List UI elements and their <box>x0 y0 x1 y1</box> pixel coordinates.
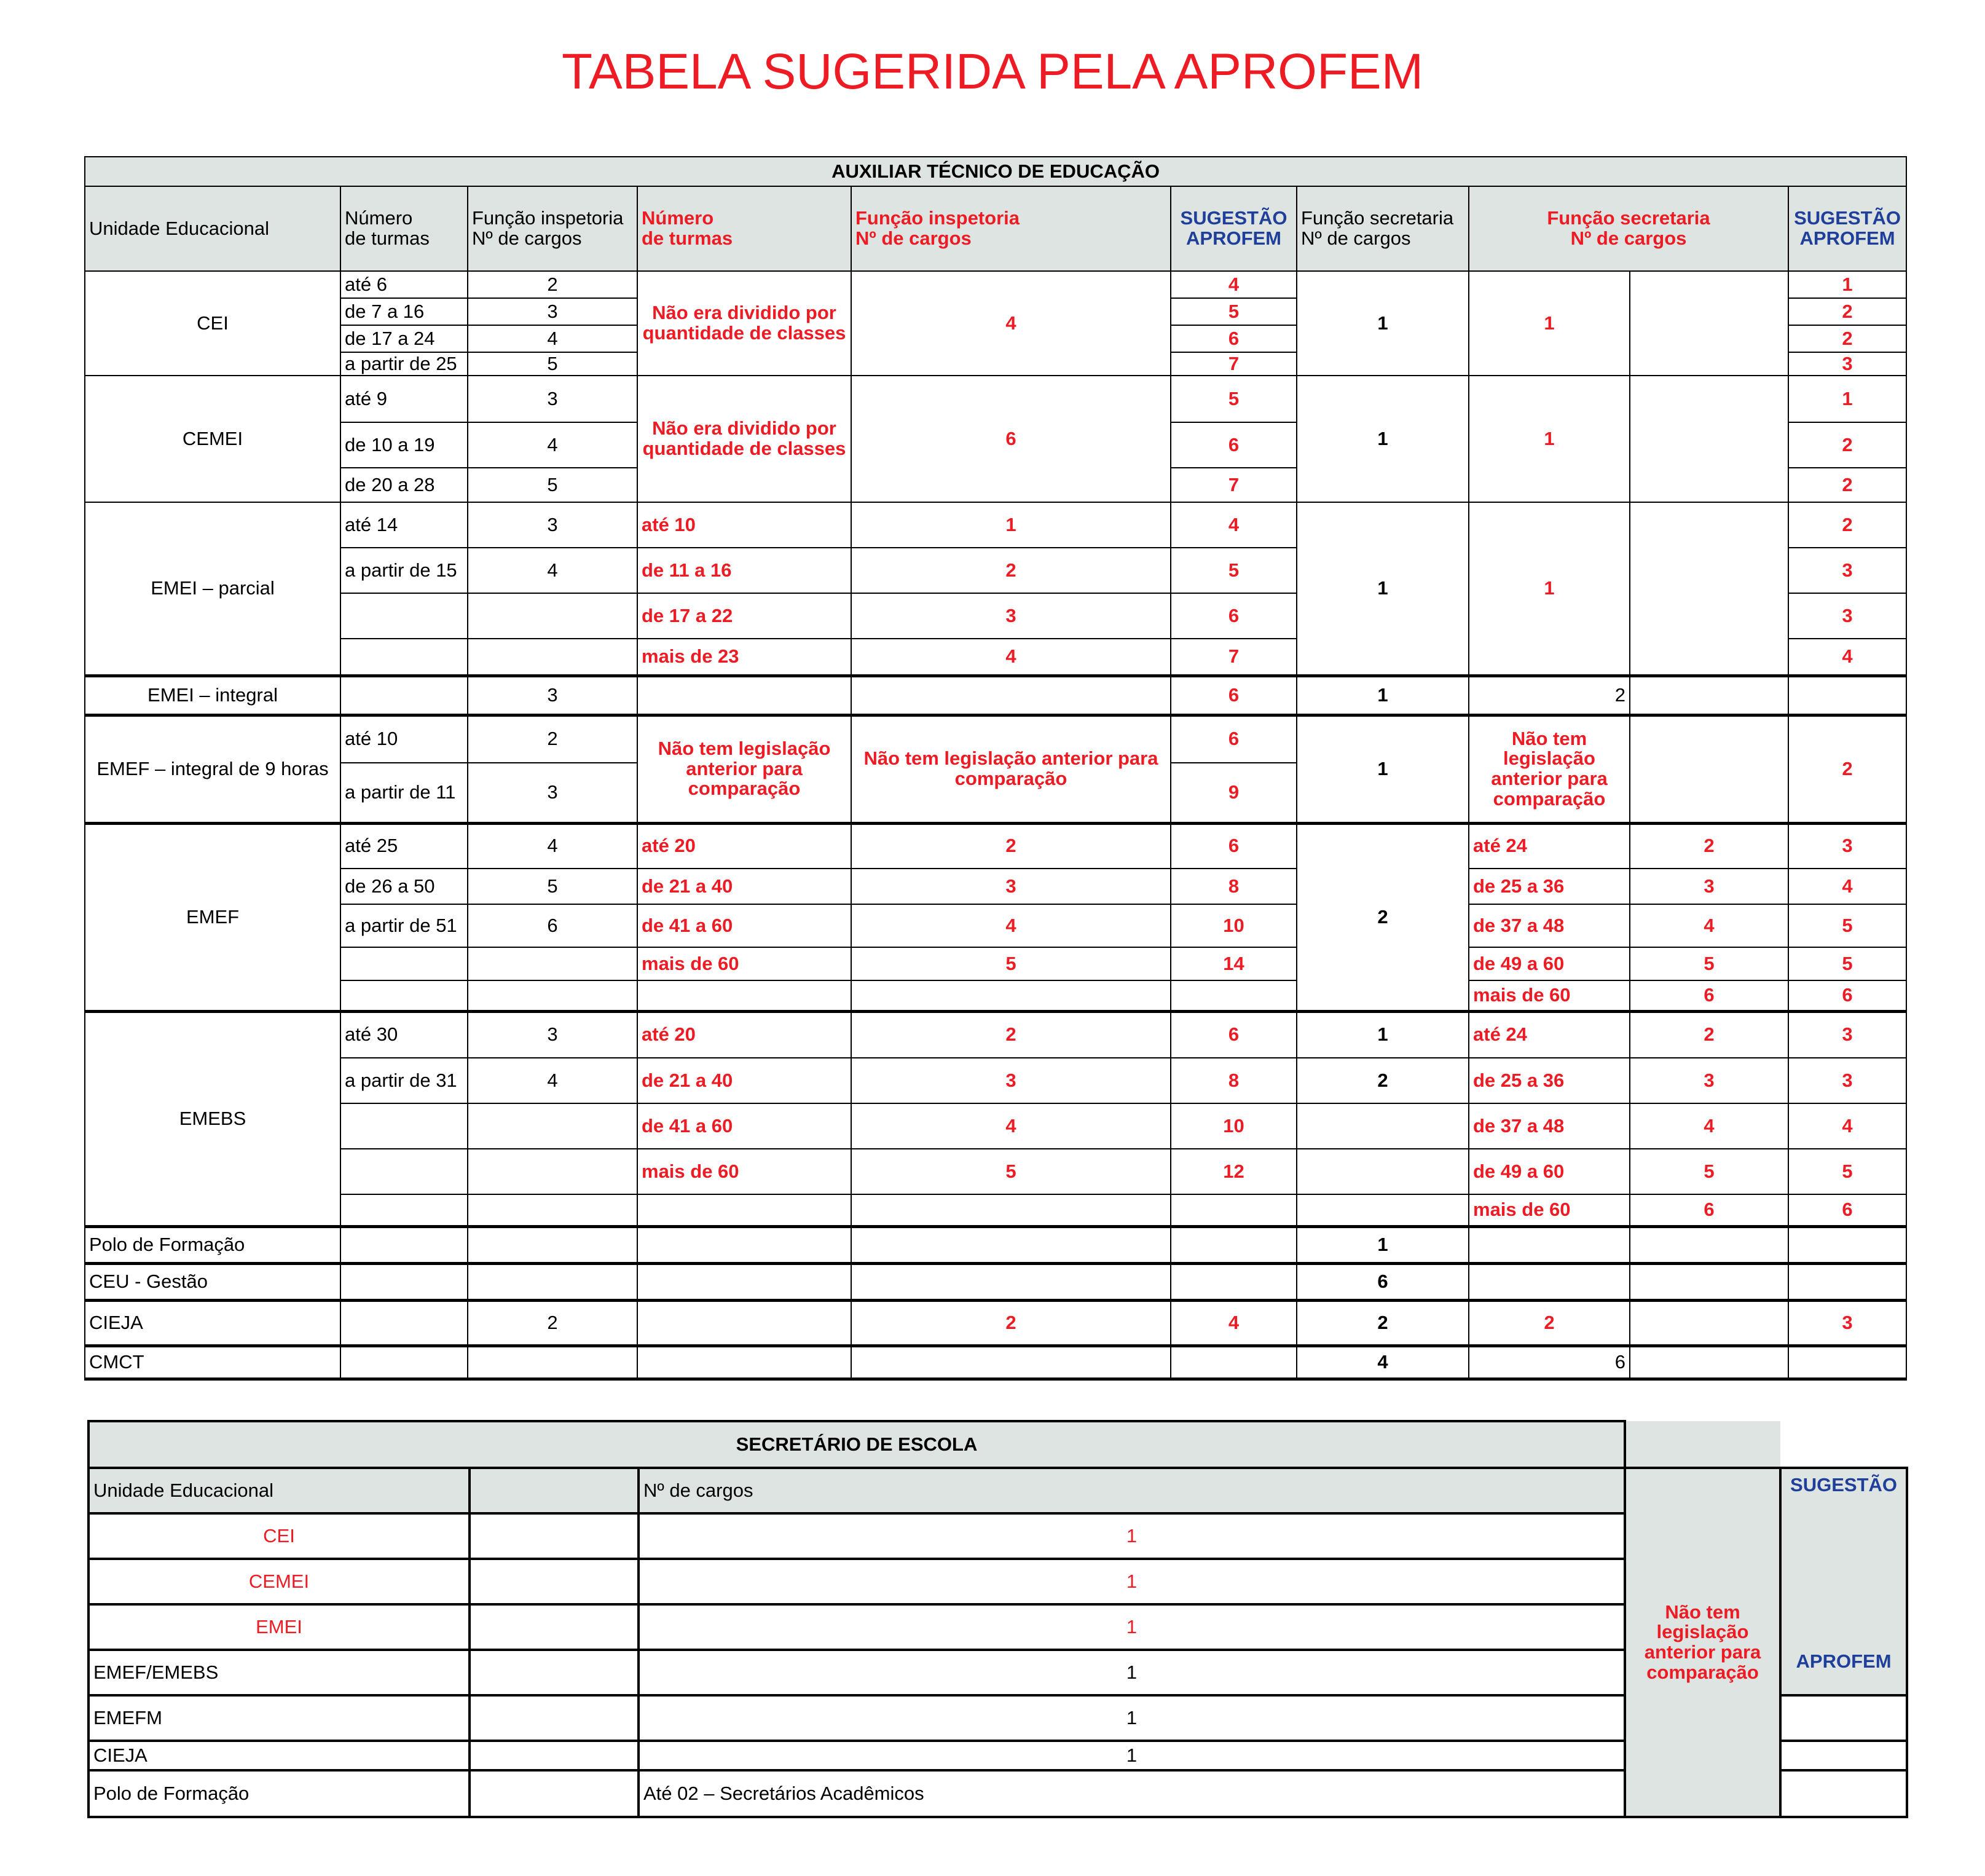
turmas-cell: de 7 a 16 <box>340 298 468 325</box>
table-row <box>85 1103 1906 1149</box>
insp-red-cell: 2 <box>851 1300 1171 1346</box>
sug-cell: 12 <box>1171 1149 1297 1194</box>
turmas-cell: a partir de 25 <box>340 352 468 376</box>
unit-emei-integral: EMEI – integral <box>85 676 340 715</box>
turmas-red-cell <box>637 980 851 1011</box>
table-row <box>85 1263 1906 1300</box>
sug-cell: 5 <box>1171 548 1297 593</box>
sug2-cell: 4 <box>1788 639 1906 676</box>
row-label: CIEJA <box>88 1741 470 1770</box>
table-row <box>85 1300 1906 1346</box>
cemei-note: Não era dividido por quantidade de classes <box>637 376 851 502</box>
sec-val-cell: 6 <box>1630 1194 1788 1226</box>
row-label: EMEF/EMEBS <box>88 1650 470 1695</box>
table-row <box>85 502 1906 548</box>
table-title: AUXILIAR TÉCNICO DE EDUCAÇÃO <box>85 157 1906 186</box>
cargos-cell <box>468 1194 637 1226</box>
table-row <box>85 1058 1906 1103</box>
sec-red-cell: 2 <box>1469 1300 1630 1346</box>
cei-sec-red: 1 <box>1469 271 1630 376</box>
header-funcao-insp-b: Nº de cargos <box>472 227 582 249</box>
header-numero-red-b: de turmas <box>642 227 733 249</box>
cargos-cell: 5 <box>468 468 637 502</box>
cargos-cell: 4 <box>468 325 637 352</box>
header-funcao-sec-red-b: Nº de cargos <box>1570 227 1687 249</box>
turmas-cell: de 20 a 28 <box>340 468 468 502</box>
turmas-cell: a partir de 15 <box>340 548 468 593</box>
sug2-cell: 3 <box>1788 1011 1906 1058</box>
empty-cell <box>1788 676 1906 715</box>
header-sugestao-b: APROFEM <box>1186 227 1281 249</box>
table-row <box>85 1149 1906 1194</box>
cargos-cell: 6 <box>468 904 637 947</box>
cargos-cell: 5 <box>468 352 637 376</box>
cargos-cell: 2 <box>468 271 637 298</box>
sec-cell <box>1297 1149 1469 1194</box>
header-sugestao-b: APROFEM <box>1796 1650 1892 1673</box>
sec-cell: 2 <box>1297 1058 1469 1103</box>
turmas-cell: até 6 <box>340 271 468 298</box>
table-row <box>85 676 1906 715</box>
insp-red-cell: 3 <box>851 869 1171 904</box>
turmas-red-cell: mais de 60 <box>637 947 851 980</box>
turmas-red-cell: até 20 <box>637 823 851 869</box>
sug2-cell: 5 <box>1788 947 1906 980</box>
cargos-cell: 3 <box>468 298 637 325</box>
sug2-cell: 2 <box>1788 298 1906 325</box>
turmas-red-cell: mais de 60 <box>637 1149 851 1194</box>
sug2-cell: 3 <box>1788 1058 1906 1103</box>
sug-cell: 8 <box>1171 869 1297 904</box>
emef-integral-note-sec: Não tem legislação anterior para comparação <box>1469 715 1630 823</box>
sec-val-cell: 3 <box>1630 1058 1788 1103</box>
sec-val-cell: 2 <box>1630 1011 1788 1058</box>
table2-note: Não tem legislação anterior para comparação <box>1625 1468 1780 1817</box>
header-funcao-insp-red-a: Função inspetoria <box>855 207 1020 229</box>
row-value: 1 <box>639 1604 1625 1650</box>
header-unidade: Unidade Educacional <box>88 1468 470 1513</box>
cargos-cell: 4 <box>468 823 637 869</box>
table-row <box>85 271 1906 298</box>
sug2-cell: 5 <box>1788 904 1906 947</box>
header-sugestao2-b: APROFEM <box>1799 227 1895 249</box>
sug2-cell: 3 <box>1788 593 1906 639</box>
sec-cell: 4 <box>1297 1346 1469 1379</box>
sec-range-cell: de 37 a 48 <box>1469 1103 1630 1149</box>
emef-integral-note-funcao: Não tem legislação anterior para comparação <box>851 715 1171 823</box>
turmas-cell <box>340 593 468 639</box>
sug-cell: 4 <box>1171 502 1297 548</box>
cargos-cell: 5 <box>468 869 637 904</box>
sug2-cell: 1 <box>1788 376 1906 422</box>
insp-red-cell: 1 <box>851 502 1171 548</box>
turmas-cell: até 14 <box>340 502 468 548</box>
cargos-cell: 3 <box>468 376 637 422</box>
emef-sec: 2 <box>1297 823 1469 1011</box>
header-numero-b: de turmas <box>345 227 430 249</box>
header-sugestao2-a: SUGESTÃO <box>1794 207 1901 229</box>
sug2-cell: 2 <box>1788 325 1906 352</box>
turmas-red-cell: de 41 a 60 <box>637 1103 851 1149</box>
insp-red-cell: 3 <box>851 593 1171 639</box>
sug2-cell: 5 <box>1788 1149 1906 1194</box>
header-funcao-insp-a: Função inspetoria <box>472 207 624 229</box>
cemei-insp-red: 6 <box>851 376 1171 502</box>
sug2-cell: 3 <box>1788 548 1906 593</box>
sug-cell: 4 <box>1171 271 1297 298</box>
insp-red-cell: 3 <box>851 1058 1171 1103</box>
empty-cell <box>340 676 468 715</box>
sec-range-cell: até 24 <box>1469 823 1630 869</box>
sug2-cell: 1 <box>1788 271 1906 298</box>
sec-val-cell: 4 <box>1630 1103 1788 1149</box>
header-sugestao-a: SUGESTÃO <box>1180 207 1287 229</box>
insp-red-cell: 5 <box>851 947 1171 980</box>
sug-cell <box>1171 1194 1297 1226</box>
unit-emef: EMEF <box>85 823 340 1011</box>
sec-range-cell: de 25 a 36 <box>1469 869 1630 904</box>
sug-cell: 9 <box>1171 763 1297 823</box>
empty-cell <box>1630 715 1788 823</box>
sug2-cell: 4 <box>1788 1103 1906 1149</box>
empty-cell <box>1630 271 1788 376</box>
turmas-red-cell: de 11 a 16 <box>637 548 851 593</box>
cei-insp-red: 4 <box>851 271 1171 376</box>
cargos-cell <box>468 593 637 639</box>
sug-cell: 5 <box>1171 298 1297 325</box>
header-unidade: Unidade Educacional <box>85 186 340 271</box>
sug-cell: 6 <box>1171 325 1297 352</box>
row-label: EMEI <box>88 1604 470 1650</box>
sec-cell: 1 <box>1297 676 1469 715</box>
cemei-sec: 1 <box>1297 376 1469 502</box>
sug-cell: 6 <box>1171 593 1297 639</box>
cargos-cell <box>468 1149 637 1194</box>
emef-integral-note-numero: Não tem legislação anterior para comparação <box>637 715 851 823</box>
table-row <box>85 1011 1906 1058</box>
sug-cell: 6 <box>1171 1011 1297 1058</box>
header-funcao-sec-b: Nº de cargos <box>1301 227 1411 249</box>
sug2-cell: 3 <box>1788 1300 1906 1346</box>
sug-cell: 14 <box>1171 947 1297 980</box>
sug-cell: 8 <box>1171 1058 1297 1103</box>
insp-red-cell <box>851 1194 1171 1226</box>
row-label: CEMEI <box>88 1559 470 1604</box>
row-label: EMEFM <box>88 1695 470 1741</box>
table-row <box>85 1346 1906 1379</box>
sug2-cell: 4 <box>1788 869 1906 904</box>
sec-val-cell: 2 <box>1630 823 1788 869</box>
cargos-cell: 3 <box>468 676 637 715</box>
sug-cell: 6 <box>1171 422 1297 468</box>
table-row <box>85 980 1906 1011</box>
header-sugestao-a: SUGESTÃO <box>1790 1474 1897 1496</box>
turmas-red-cell: até 10 <box>637 502 851 548</box>
cargos-cell: 4 <box>468 548 637 593</box>
sec-range-cell: até 24 <box>1469 1011 1630 1058</box>
table-row <box>85 947 1906 980</box>
cargos-cell <box>468 980 637 1011</box>
turmas-cell: de 26 a 50 <box>340 869 468 904</box>
row-value: Até 02 – Secretários Acadêmicos <box>639 1770 1625 1817</box>
unit-cmct: CMCT <box>85 1346 340 1379</box>
turmas-cell: até 25 <box>340 823 468 869</box>
sec-range-cell: de 37 a 48 <box>1469 904 1630 947</box>
turmas-red-cell: até 20 <box>637 1011 851 1058</box>
unit-cieja: CIEJA <box>85 1300 340 1346</box>
row-value: 1 <box>639 1513 1625 1559</box>
sec-cell: 2 <box>1297 1300 1469 1346</box>
sug-cell: 6 <box>1171 676 1297 715</box>
sec-val-cell: 5 <box>1630 1149 1788 1194</box>
turmas-cell: a partir de 11 <box>340 763 468 823</box>
cargos-cell <box>468 639 637 676</box>
sug-cell: 7 <box>1171 468 1297 502</box>
empty-cell <box>851 676 1171 715</box>
turmas-red-cell: de 17 a 22 <box>637 593 851 639</box>
turmas-cell: até 9 <box>340 376 468 422</box>
cargos-cell <box>468 1103 637 1149</box>
turmas-cell: a partir de 31 <box>340 1058 468 1103</box>
table-title: SECRETÁRIO DE ESCOLA <box>88 1421 1625 1468</box>
unit-polo: Polo de Formação <box>85 1226 340 1263</box>
row-label: Polo de Formação <box>88 1770 470 1817</box>
header-numero-red-a: Número <box>642 207 714 229</box>
sug-cell: 7 <box>1171 352 1297 376</box>
insp-red-cell: 5 <box>851 1149 1171 1194</box>
cargos-cell <box>468 947 637 980</box>
cargos-cell: 2 <box>468 715 637 763</box>
sug-cell: 5 <box>1171 376 1297 422</box>
sug-cell: 6 <box>1171 823 1297 869</box>
insp-red-cell: 2 <box>851 548 1171 593</box>
cemei-sec-red: 1 <box>1469 376 1630 502</box>
sec-val-cell: 4 <box>1630 904 1788 947</box>
turmas-cell: até 10 <box>340 715 468 763</box>
table-row <box>85 715 1906 763</box>
empty-cell <box>1630 376 1788 502</box>
turmas-cell: a partir de 51 <box>340 904 468 947</box>
emef-integral-sec: 1 <box>1297 715 1469 823</box>
sec-red-cell: 2 <box>1469 676 1630 715</box>
insp-red-cell <box>851 980 1171 1011</box>
turmas-red-cell: mais de 23 <box>637 639 851 676</box>
emei-parcial-sec-red: 1 <box>1469 502 1630 676</box>
row-label: CEI <box>88 1513 470 1559</box>
sug-cell <box>1171 980 1297 1011</box>
turmas-cell: até 30 <box>340 1011 468 1058</box>
sec-cell: 1 <box>1297 1011 1469 1058</box>
insp-red-cell: 2 <box>851 1011 1171 1058</box>
sug-cell: 10 <box>1171 904 1297 947</box>
turmas-cell <box>340 639 468 676</box>
sug2-cell: 2 <box>1788 422 1906 468</box>
sec-cell: 6 <box>1297 1263 1469 1300</box>
turmas-cell: de 17 a 24 <box>340 325 468 352</box>
cargos-cell: 3 <box>468 763 637 823</box>
sug2-cell: 2 <box>1788 468 1906 502</box>
sec-range-cell: mais de 60 <box>1469 980 1630 1011</box>
empty-cell <box>1630 502 1788 676</box>
sug-cell: 6 <box>1171 715 1297 763</box>
turmas-cell <box>340 980 468 1011</box>
unit-emei-parcial: EMEI – parcial <box>85 502 340 676</box>
cargos-cell: 3 <box>468 502 637 548</box>
row-value: 1 <box>639 1741 1625 1770</box>
cargos-cell: 4 <box>468 422 637 468</box>
sug-cell: 4 <box>1171 1300 1297 1346</box>
empty-cell <box>1630 676 1788 715</box>
table-row <box>85 823 1906 869</box>
unit-emef-integral: EMEF – integral de 9 horas <box>85 715 340 823</box>
sug-cell: 7 <box>1171 639 1297 676</box>
insp-red-cell: 4 <box>851 639 1171 676</box>
insp-red-cell: 4 <box>851 1103 1171 1149</box>
header-row <box>85 186 1906 271</box>
turmas-cell <box>340 1194 468 1226</box>
sug2-cell: 3 <box>1788 352 1906 376</box>
sec-range-cell: de 49 a 60 <box>1469 1149 1630 1194</box>
table-row <box>85 1194 1906 1226</box>
sug2-cell: 2 <box>1788 502 1906 548</box>
sug2-cell: 6 <box>1788 980 1906 1011</box>
turmas-cell <box>340 1103 468 1149</box>
unit-ceu: CEU - Gestão <box>85 1263 340 1300</box>
sec-red-cell: 6 <box>1469 1346 1630 1379</box>
cei-sec: 1 <box>1297 271 1469 376</box>
table-secretario-escola <box>87 1420 1908 1818</box>
table-row <box>85 376 1906 422</box>
table-row <box>85 1226 1906 1263</box>
cargos-cell: 2 <box>468 1300 637 1346</box>
table-row <box>85 904 1906 947</box>
sec-cell: 1 <box>1297 1226 1469 1263</box>
unit-cei: CEI <box>85 271 340 376</box>
turmas-red-cell: de 21 a 40 <box>637 869 851 904</box>
sec-range-cell: de 49 a 60 <box>1469 947 1630 980</box>
sec-cell <box>1297 1194 1469 1226</box>
page-title: TABELA SUGERIDA PELA APROFEM <box>561 44 1424 100</box>
unit-cemei: CEMEI <box>85 376 340 502</box>
emei-parcial-sec: 1 <box>1297 502 1469 676</box>
row-value: 1 <box>639 1559 1625 1604</box>
sug-cell: 10 <box>1171 1103 1297 1149</box>
turmas-red-cell: de 41 a 60 <box>637 904 851 947</box>
sug2-cell: 6 <box>1788 1194 1906 1226</box>
turmas-red-cell: de 21 a 40 <box>637 1058 851 1103</box>
sec-val-cell: 5 <box>1630 947 1788 980</box>
turmas-cell: de 10 a 19 <box>340 422 468 468</box>
table-row <box>85 869 1906 904</box>
sec-val-cell: 6 <box>1630 980 1788 1011</box>
header-numero-a: Número <box>345 207 413 229</box>
header-cargos: Nº de cargos <box>639 1468 1625 1513</box>
sec-range-cell: mais de 60 <box>1469 1194 1630 1226</box>
unit-emebs: EMEBS <box>85 1011 340 1226</box>
empty-cell <box>637 676 851 715</box>
turmas-cell <box>340 1149 468 1194</box>
sug2-cell: 3 <box>1788 823 1906 869</box>
row-value: 1 <box>639 1650 1625 1695</box>
header-funcao-insp-red-b: Nº de cargos <box>855 227 972 249</box>
cargos-cell: 4 <box>468 1058 637 1103</box>
turmas-cell <box>340 947 468 980</box>
cargos-cell: 3 <box>468 1011 637 1058</box>
turmas-red-cell <box>637 1194 851 1226</box>
row-value: 1 <box>639 1695 1625 1741</box>
header-funcao-sec-a: Função secretaria <box>1301 207 1454 229</box>
sec-cell <box>1297 1103 1469 1149</box>
sec-val-cell: 3 <box>1630 869 1788 904</box>
emef-integral-sug2: 2 <box>1788 715 1906 823</box>
sec-range-cell: de 25 a 36 <box>1469 1058 1630 1103</box>
header-funcao-sec-red-a: Função secretaria <box>1547 207 1710 229</box>
insp-red-cell: 4 <box>851 904 1171 947</box>
cei-note: Não era dividido por quantidade de classes <box>637 271 851 376</box>
insp-red-cell: 2 <box>851 823 1171 869</box>
table-auxiliar-tecnico <box>84 156 1907 1381</box>
